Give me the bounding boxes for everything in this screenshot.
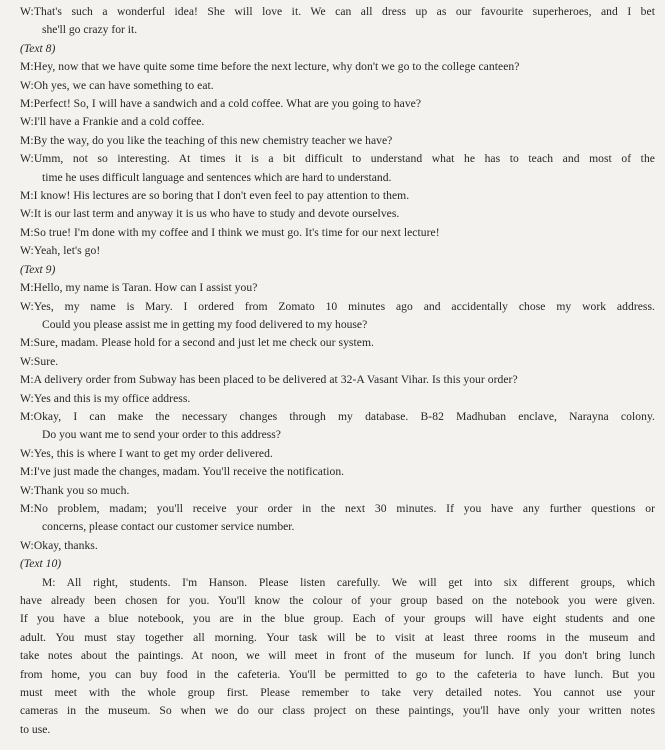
speaker-label: W: xyxy=(20,446,34,460)
dialogue-line xyxy=(20,445,655,463)
section-label-text-10: (Text 10) xyxy=(20,557,62,571)
paragraph-line: M: All right, students. I'm Hanson. Please listen carefully. We will get into six different groups, which xyxy=(42,575,655,589)
dialogue-line xyxy=(20,371,655,389)
paragraph-line: cameras in the museum. So when we do our class project on these paintings, you'll have only your written notes xyxy=(20,704,655,718)
speaker-label: W: xyxy=(20,354,34,368)
dialogue-text: Thank you so much. xyxy=(33,483,130,497)
paragraph-line: adult. You must stay together all morning. Your task will be to visit at least three rooms in the museum and xyxy=(20,630,655,644)
dialogue-text-9 xyxy=(20,279,655,555)
dialogue-text: Yes and this is my office address. xyxy=(33,391,191,405)
speaker-label: M: xyxy=(20,501,34,515)
dialogue-line xyxy=(20,279,655,297)
dialogue-text: Hey, now that we have quite some time before the next lecture, why don't we go to the college canteen? xyxy=(33,60,520,74)
dialogue-text: Yes, my name is Mary. I ordered from Zomato 10 minutes ago and accidentally chose my work address. xyxy=(33,299,655,313)
dialogue-text: Sure. xyxy=(33,354,59,368)
dialogue-line xyxy=(20,58,655,76)
monologue-text-10 xyxy=(20,574,655,740)
dialogue-line xyxy=(20,224,655,242)
dialogue-text: Yeah, let's go! xyxy=(33,244,101,258)
dialogue-line xyxy=(20,132,655,150)
dialogue-text: That's such a wonderful idea! She will love it. We can all dress up as our favourite superheroes, and I bet xyxy=(33,5,655,18)
dialogue-text: I've just made the changes, madam. You'll receive the notification. xyxy=(33,465,345,479)
dialogue-line xyxy=(20,390,655,408)
dialogue-text: Oh yes, we can have something to eat. xyxy=(33,78,214,92)
dialogue-text: Okay, I can make the necessary changes through my database. B-82 Madhuban enclave, Narayna colony. xyxy=(33,409,655,423)
section-label-text-9: (Text 9) xyxy=(20,262,56,276)
speaker-label: M: xyxy=(20,409,34,423)
dialogue-text: Sure, madam. Please hold for a second and just let me check our system. xyxy=(33,336,374,350)
speaker-label: M: xyxy=(20,97,34,111)
paragraph-line: If you have a blue notebook, you are in the blue group. Each of your groups will have eight students and one xyxy=(20,612,655,626)
dialogue-line xyxy=(20,334,655,352)
dialogue-line xyxy=(20,95,655,113)
speaker-label: M: xyxy=(20,336,34,350)
dialogue-line xyxy=(20,353,655,371)
paragraph-line: take notes about the paintings. At noon, we will meet in front of the museum for lunch. If you don't bring lunch xyxy=(20,649,655,663)
paragraph-line: have already been chosen for you. You'll know the colour of your group based on the notebook you were given. xyxy=(20,594,655,607)
dialogue-text: Perfect! So, I will have a sandwich and a cold coffee. What are you going to have? xyxy=(33,97,422,111)
speaker-label: M: xyxy=(20,133,34,147)
dialogue-line xyxy=(20,500,655,518)
dialogue-text: I know! His lectures are so boring that I don't even feel to pay attention to them. xyxy=(33,189,410,203)
dialogue-text: A delivery order from Subway has been placed to be delivered at 32-A Vasant Vihar. Is this your order? xyxy=(33,373,518,387)
paragraph-line: must meet with the whole group first. Please remember to take very detailed notes. You cannot use your xyxy=(20,686,655,700)
paragraph-line: from home, you can buy food in the cafeteria. You'll be permitted to go to the cafeteria to have lunch. But you xyxy=(20,667,655,681)
dialogue-continuation: concerns, please contact our customer service number. xyxy=(42,520,295,534)
speaker-label: M: xyxy=(20,281,34,295)
paragraph-line: to use. xyxy=(20,722,51,736)
dialogue-line xyxy=(20,482,655,500)
speaker-label: W: xyxy=(20,5,34,18)
speaker-label: W: xyxy=(20,483,34,497)
section-label-text-8: (Text 8) xyxy=(20,41,56,55)
dialogue-text: Okay, thanks. xyxy=(33,538,98,552)
speaker-label: W: xyxy=(20,78,34,92)
speaker-label: M: xyxy=(20,189,34,203)
dialogue-line xyxy=(20,298,655,316)
speaker-label: M: xyxy=(20,465,34,479)
dialogue-line xyxy=(20,113,655,131)
dialogue-text: No problem, madam; you'll receive your order in the next 30 minutes. If you have any further questions or xyxy=(33,501,655,515)
dialogue-line xyxy=(20,463,655,481)
dialogue-line xyxy=(20,150,655,168)
speaker-label: W: xyxy=(20,207,34,221)
dialogue-line xyxy=(20,408,655,426)
speaker-label: W: xyxy=(20,115,34,129)
speaker-label: W: xyxy=(20,152,34,166)
dialogue-continuation: Could you please assist me in getting my food delivered to my house? xyxy=(42,317,368,331)
dialogue-text: By the way, do you like the teaching of this new chemistry teacher we have? xyxy=(33,133,393,147)
dialogue-text: Hello, my name is Taran. How can I assist you? xyxy=(33,281,258,295)
speaker-label: W: xyxy=(20,391,34,405)
speaker-label: W: xyxy=(20,299,34,313)
dialogue-line xyxy=(20,242,655,260)
dialogue-text: So true! I'm done with my coffee and I think we must go. It's time for our next lecture! xyxy=(33,225,440,239)
dialogue-line xyxy=(20,187,655,205)
dialogue-text-8 xyxy=(20,58,655,260)
speaker-label: M: xyxy=(20,373,34,387)
dialogue-line xyxy=(20,537,655,555)
dialogue-continuation: time he uses difficult language and sentences which are hard to understand. xyxy=(42,170,392,184)
dialogue-line xyxy=(20,3,655,21)
speaker-label: W: xyxy=(20,538,34,552)
dialogue-text: Umm, not so interesting. At times it is a bit difficult to understand what he has to teach and most of the xyxy=(33,152,655,166)
dialogue-line xyxy=(20,77,655,95)
dialogue-continuation: Do you want me to send your order to this address? xyxy=(42,428,281,442)
dialogue-line xyxy=(20,205,655,223)
dialogue-text: It is our last term and anyway it is us who have to study and devote ourselves. xyxy=(33,207,400,221)
speaker-label: M: xyxy=(20,225,34,239)
dialogue-continuation: she'll go crazy for it. xyxy=(42,23,138,37)
dialogue-text: I'll have a Frankie and a cold coffee. xyxy=(33,115,205,129)
speaker-label: M: xyxy=(20,60,34,74)
speaker-label: W: xyxy=(20,244,34,258)
dialogue-text: Yes, this is where I want to get my order delivered. xyxy=(33,446,273,460)
